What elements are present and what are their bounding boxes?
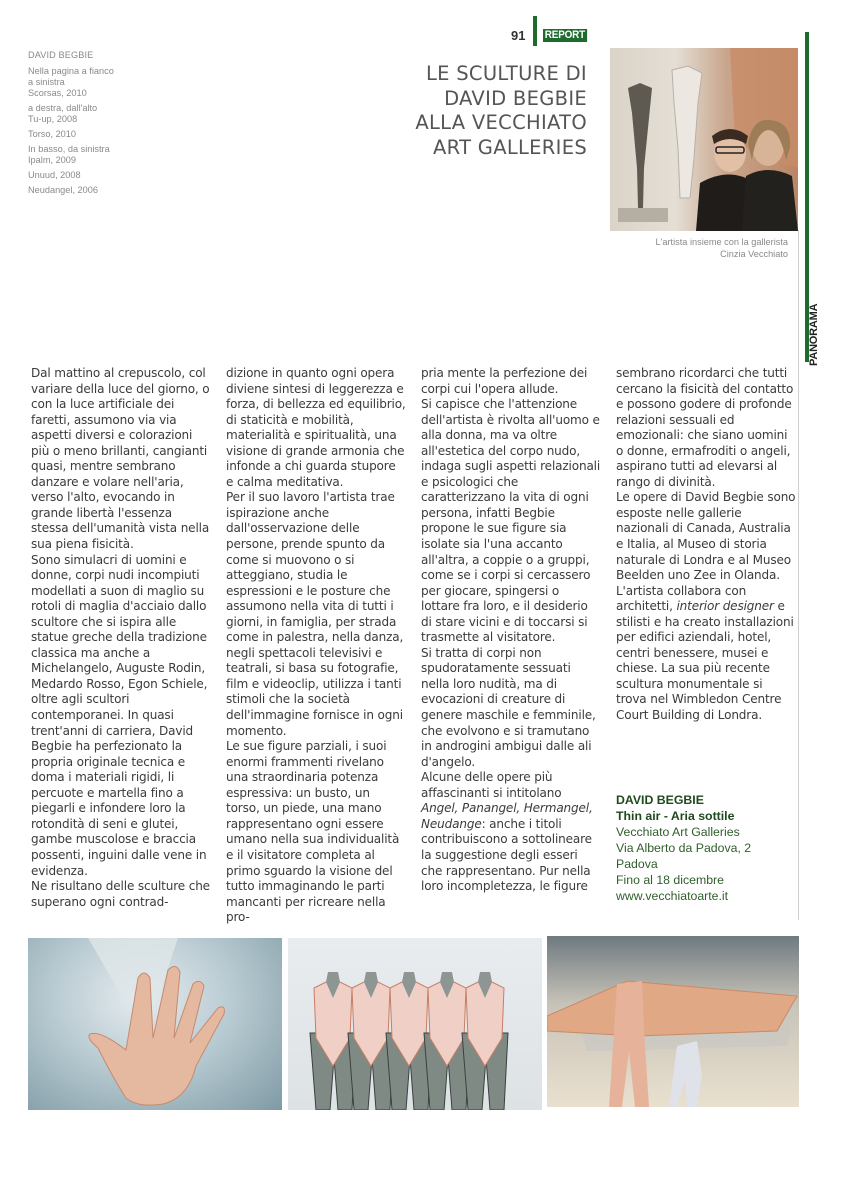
info-website-link[interactable]: www.vecchiatoarte.it	[616, 889, 729, 903]
caption-group	[28, 170, 158, 181]
info-venue: Vecchiato Art Galleries	[616, 825, 740, 839]
caption-line: Neudangel, 2006	[28, 185, 98, 195]
article-column-2	[226, 366, 406, 926]
info-exhibition: Thin air - Aria sottile	[616, 809, 735, 823]
caption-line: Ipalm, 2009	[28, 155, 77, 165]
photo-caption-line: L'artista insieme con la gallerista	[655, 237, 788, 247]
figures-illustration	[288, 938, 542, 1110]
torso-figures-image	[288, 938, 542, 1110]
caption-group	[28, 103, 158, 125]
caption-group	[28, 185, 158, 196]
article-column-1	[31, 366, 211, 910]
section-badge: REPORT	[544, 29, 585, 41]
caption-line: a destra, dall'alto	[28, 103, 98, 113]
paragraph: pria mente la perfezione dei corpi cui l'opera allude.	[421, 366, 588, 396]
sculpture-dark	[628, 83, 652, 208]
tail-text: e stilisti e ha creato installazioni per edifici aziendali, hotel, centri benessere, musei e chiese. La sua più recente scultura monumentale si trova nel Wimbledon Centre Court Building di Londra.	[616, 599, 794, 723]
page-number: 91	[511, 28, 526, 43]
caption-line: In basso, da sinistra	[28, 144, 110, 154]
article-column-4	[616, 366, 796, 724]
person-2-body	[742, 170, 798, 231]
header-divider	[533, 16, 537, 46]
photo-caption	[600, 237, 788, 260]
italic-term: interior designer	[676, 599, 774, 614]
pedestal	[618, 208, 668, 222]
caption-line: Tu-up, 2008	[28, 114, 78, 124]
info-address: Via Alberto da Padova, 2	[616, 841, 752, 855]
winged-figure-image	[547, 936, 799, 1107]
title-line: LE SCULTURE DI	[425, 62, 587, 85]
caption-line: Scorsas, 2010	[28, 88, 87, 98]
artist-photo	[610, 48, 798, 231]
image-captions	[28, 50, 158, 200]
paragraph: sembrano ricordarci che tutti cercano la fisicità del contatto e possono godere di profonde relazioni sessuali ed emozionali: che siano uomini o donne, ermafroditi o angeli, aspirano tutti ad elevarsi al rango di divinità.	[616, 366, 794, 489]
column-3-body	[421, 366, 601, 770]
article-title	[347, 62, 587, 160]
angel-reflection	[669, 1041, 702, 1107]
paragraph: Si tratta di corpi non spudoratamente sessuati nella loro nudità, ma di evocazioni di creature di genere maschile e femminile, che evolvono e si tramutano in androgini ambigui dalle ali d'angelo.	[421, 645, 596, 769]
title-line: ALLA VECCHIATO	[415, 111, 587, 134]
title-line: ART GALLERIES	[433, 135, 587, 159]
angel-illustration	[547, 936, 799, 1107]
caption-line: Nella pagina a fianco	[28, 66, 114, 76]
title-line: DAVID BEGBIE	[444, 86, 587, 110]
photo-caption-line: Cinzia Vecchiato	[720, 248, 788, 259]
wings	[547, 981, 797, 1036]
paragraph: Le opere di David Begbie sono esposte nelle gallerie nazionali di Canada, Australia e Italia, al Museo di storia naturale di Londra e al Museo Beelden uno Zee in Olanda. L'artista collabora con architetti,	[616, 490, 796, 614]
side-label-text: PANORAMA	[808, 303, 820, 366]
article-column-3	[421, 366, 601, 895]
caption-group	[28, 144, 158, 166]
torso-figure	[462, 972, 508, 1110]
artist-photo-illustration	[610, 48, 798, 231]
column-3-tail	[421, 770, 601, 894]
hand-sculpture-image	[28, 938, 282, 1110]
captions-title: DAVID BEGBIE	[28, 50, 94, 60]
caption-line: a sinistra	[28, 77, 65, 87]
info-city: Padova	[616, 857, 658, 871]
info-dates: Fino al 18 dicembre	[616, 873, 724, 887]
paragraph: Dal mattino al crepuscolo, col variare della luce del giorno, o con la luce artificiale dei faretti, assumono via via aspetti diversi e colorazioni più o meno brillanti, cangianti quasi, mentre sembrano danzare e volare nell'aria, verso l'alto, evocando in grande libertà l'essenza stessa dell'umanità vista nella sua piena fisicità.	[31, 366, 210, 552]
tail-text: Alcune delle opere più affascinanti si intitolano	[421, 770, 562, 800]
paragraph: Si capisce che l'attenzione dell'artista è rivolta all'uomo e alla donna, ma va oltre all'estetica del corpo nudo, indaga sugli aspetti relazionali e psicologici che caratterizzano la vita di ogni persona, infatti Begbie propone le sue figure sia isolate sia l'una accanto all'altra, a coppie o a gruppi, come se i corpi si cercassero per giocare, spingersi o lottare fra loro, e il desiderio di stare vicini e di toccarsi si trasmette al visitatore.	[421, 397, 601, 645]
caption-line: Unuud, 2008	[28, 170, 81, 180]
artwork-titles: Angel, Panangel, Hermangel, Neudange	[421, 801, 593, 831]
caption-groups	[28, 66, 158, 196]
hand-illustration	[28, 938, 282, 1110]
paragraph: Le sue figure parziali, i suoi enormi frammenti rivelano una straordinaria potenza espressiva: un busto, un torso, un piede, una mano rappresentano ogni essere umano nella sua individualità e il visitatore completa al primo sguardo la visione del tutto immaginando le parti mancanti per ricreare nella pro-	[226, 739, 400, 925]
column-4-body	[616, 366, 796, 613]
paragraph: Sono simulacri di uomini e donne, corpi nudi incompiuti modellati a suon di maglio su rotoli di maglia d'acciaio dallo scultore che si ispira alle statue greche della tradizione classica ma anche a Michelangelo, Auguste Rodin, Medardo Rosso, Egon Schiele, oltre agli scultori contemporanei. In quasi trent'anni di carriera, David Begbie ha perfezionato la propria originale tecnica e doma i materiali rigidi, li percuote e martella fino a piegarli e infondere loro la rotondità di seni e glutei, gambe muscolose e braccia possenti, inguini dalle vene in evidenza.	[31, 552, 208, 878]
paragraph: dizione in quanto ogni opera diviene sintesi di leggerezza e forza, di bellezza ed equilibrio, di staticità e mobilità, materialità e spiritualità, una visione di grande armonia che infonde a chi guarda stupore e calma meditativa.	[226, 366, 406, 489]
tail-text: : anche i titoli contribuiscono a sottolineare la suggestione degli esseri che rappresentano. Pur nella loro incompletezza, le figure	[421, 816, 592, 894]
caption-group	[28, 129, 158, 140]
section-side-label	[808, 304, 820, 366]
caption-line: Torso, 2010	[28, 129, 77, 139]
column-divider	[798, 230, 799, 920]
info-artist: DAVID BEGBIE	[616, 793, 704, 807]
paragraph: Ne risultano delle sculture che superano ogni contrad-	[31, 879, 210, 909]
caption-group	[28, 66, 158, 99]
exhibition-info	[616, 792, 796, 904]
paragraph: Per il suo lavoro l'artista trae ispirazione anche dall'osservazione delle persone, prende spunto da come si muovono o si atteggiano, studia le espressioni e le posture che assumono nella vita di tutti i giorni, in famiglia, per strada come in palestra, nella danza, negli spettacoli televisivi e teatrali, si basa su fotografie, film e videoclip, utilizza i tanti stimoli che la società dell'immagine fornisce in ogni momento.	[226, 490, 404, 738]
sculpture-light	[672, 66, 702, 198]
